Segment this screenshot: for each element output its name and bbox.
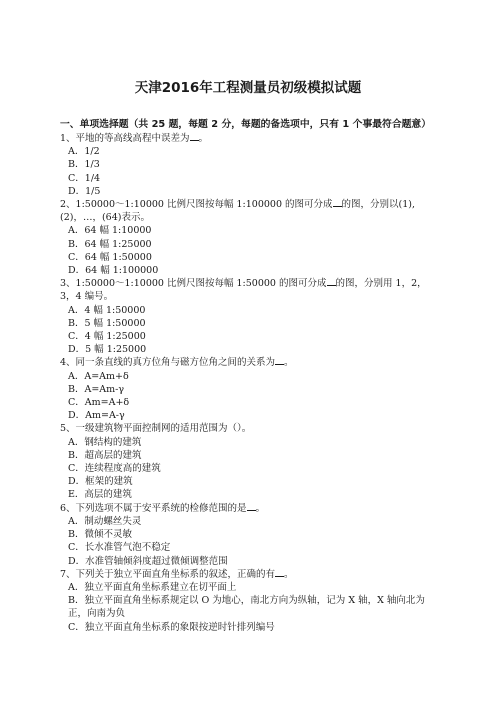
- answer-option: A．制动螺丝失灵: [68, 515, 142, 527]
- question-text-tail: 的图，分别用 1，2，3，4 编号。: [60, 278, 427, 303]
- question-text: 6、下列选项不属于安平系统的检修范围的是: [60, 502, 247, 514]
- answer-option: B．微倾不灵敏: [68, 529, 132, 541]
- question-stem: [60, 422, 436, 435]
- answer-option: B．A=Am-γ: [68, 383, 125, 395]
- question-text: 7、下列关于独立平面直角坐标系的叙述，正确的有: [60, 568, 276, 580]
- question-text-tail: 。: [284, 568, 294, 580]
- question-text: 2、1:50000～1:10000 比例尺图按每幅 1:100000 的图可分成: [60, 199, 333, 211]
- answer-option: A．64 幅 1:10000: [68, 225, 152, 237]
- answer-option: C．连续程度高的建筑: [68, 463, 161, 475]
- answer-option: A．钢结构的建筑: [68, 436, 142, 448]
- answer-blank: [333, 198, 342, 207]
- question-stem: [60, 277, 436, 303]
- question-text-tail: 的图，分别以(1),(2)，…，(64)表示。: [60, 199, 416, 224]
- answer-option: A．独立平面直角坐标系建立在切平面上: [68, 581, 237, 593]
- answer-blank: [190, 132, 199, 141]
- answer-option: C．4 幅 1:25000: [68, 331, 146, 343]
- question-text-tail: 。: [198, 133, 209, 144]
- answer-option: D．64 幅 1:100000: [68, 265, 159, 277]
- question-stem: [60, 502, 436, 515]
- question-text: 3、1:50000～1:10000 比例尺图按每幅 1:50000 的图可分成: [60, 278, 327, 290]
- answer-option: B．64 幅 1:25000: [68, 238, 152, 250]
- question-text: 1、平地的等高线高程中误差为: [60, 133, 190, 144]
- answer-blank: [275, 356, 284, 365]
- answer-option: A．4 幅 1:50000: [68, 304, 146, 316]
- answer-option: D．5 幅 1:25000: [68, 344, 147, 356]
- answer-option: D．水准管轴倾斜度超过微倾调整范围: [68, 555, 228, 567]
- question-stem: [60, 356, 436, 369]
- answer-option: C．独立平面直角坐标系的象限按逆时针排列编号: [68, 621, 275, 633]
- question-list: [60, 132, 436, 634]
- answer-option: C．Am=A+δ: [68, 397, 130, 409]
- answer-option: B．超高层的建筑: [68, 449, 142, 461]
- section-heading: 一、单项选择题（共 25 题，每题 2 分，每题的备选项中，只有 1 个事最符合题意）: [60, 119, 432, 130]
- answer-option: C．64 幅 1:50000: [68, 251, 152, 263]
- question-stem: [60, 198, 436, 224]
- question-stem: [60, 132, 436, 145]
- answer-option: C．长水准管气泡不稳定: [68, 542, 171, 554]
- question-text-tail: 。: [284, 357, 294, 369]
- answer-option: C．1/4: [68, 172, 101, 184]
- answer-blank: [327, 277, 336, 286]
- question-text-tail: 。: [255, 502, 266, 514]
- answer-option: D．Am=A-γ: [68, 410, 125, 422]
- answer-option: B．独立平面直角坐标系规定以 O 为地心，南北方向为纵轴，记为 X 轴，X 轴向北为正，向南为负: [68, 595, 425, 620]
- answer-option: E．高层的建筑: [68, 489, 132, 501]
- answer-option: A．1/2: [68, 146, 100, 158]
- document-title: 天津2016年工程测量员初级模拟试题: [134, 80, 362, 96]
- answer-option: D．1/5: [68, 185, 101, 197]
- answer-blank: [247, 502, 256, 511]
- answer-option: B．5 幅 1:50000: [68, 317, 146, 329]
- answer-option: A．A=Am+δ: [68, 370, 129, 382]
- question-text: 5、一级建筑物平面控制网的适用范围为（）。: [60, 423, 252, 435]
- question-text: 4、同一条直线的真方位角与磁方位角之间的关系为: [60, 357, 276, 369]
- answer-option: D．框架的建筑: [68, 476, 133, 488]
- answer-option: B．1/3: [68, 159, 100, 171]
- answer-blank: [275, 568, 284, 577]
- question-stem: [60, 568, 436, 581]
